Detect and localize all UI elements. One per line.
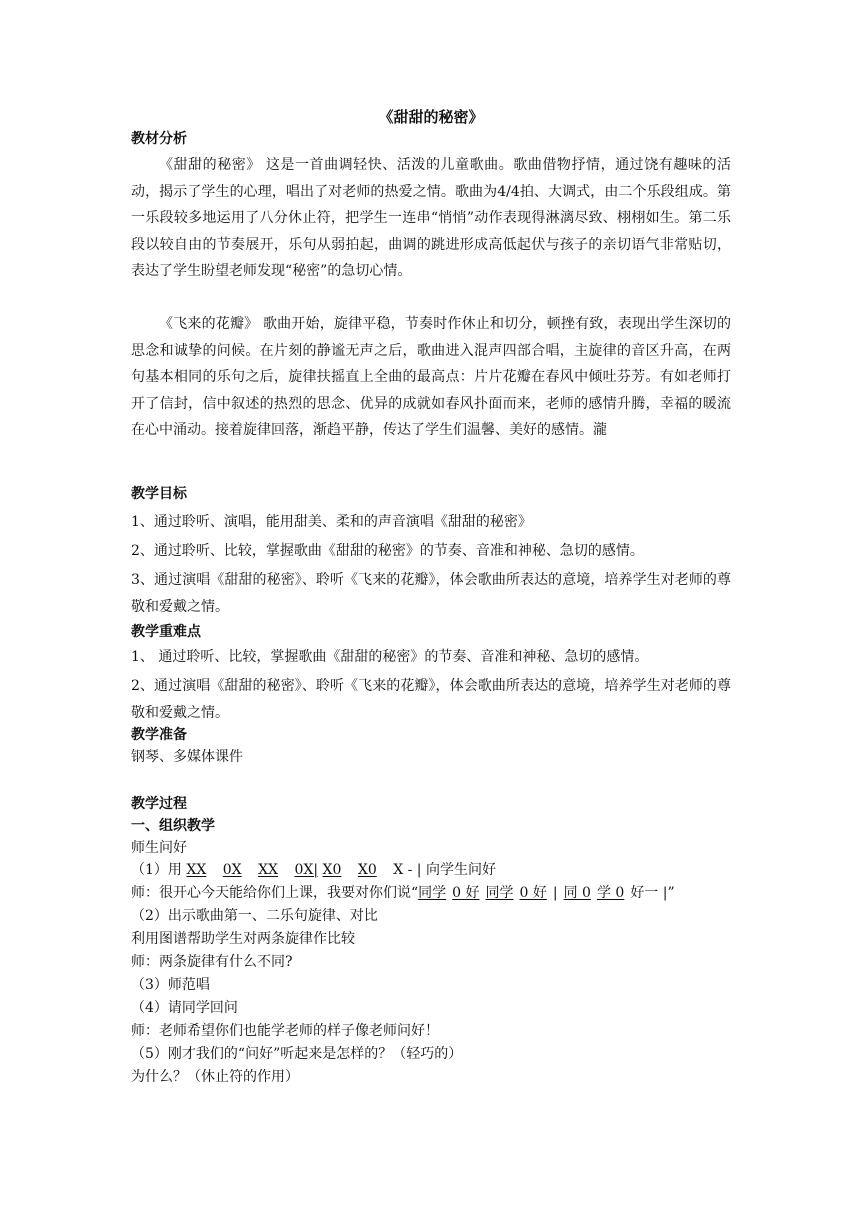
- analysis-paragraph-2: 《飞来的花瓣》 歌曲开始，旋律平稳，节奏时作休止和切分，顿挫有致，表现出学生深切的思念和诚挚的问候。在片刻的静谧无声之后，歌曲进入混声四部合唱，主旋律的音区升高，在两句基本相同的乐句之后，旋律扶摇直上全曲的最高点：片片花瓣在春风中倾吐芬芳。有如老师打开了信封，信中叙述的热烈的思念、优异的成就如春风扑面而来，老师的感情升腾，幸福的暖流在心中涌动。接着旋律回落，渐趋平静，传达了学生们温馨、美好的感情。瀧: [131, 316, 731, 438]
- greet-word-4: 0 好: [519, 885, 547, 901]
- greet-word-2: 0 好: [452, 885, 480, 901]
- greet-word-1: 同学: [418, 885, 447, 901]
- process-line-9: 为什么？（休止符的作用）: [131, 1069, 299, 1085]
- subheading-organize: 一、组织教学: [131, 818, 215, 834]
- greet-word-6: 学 0: [596, 885, 625, 901]
- heading-goals: 教学目标: [131, 486, 187, 502]
- greet-word-3: 同学: [485, 885, 514, 901]
- rhythm-note-4: 0X|: [294, 862, 319, 878]
- process-line-6: （4）请同学回问: [131, 1000, 238, 1016]
- keypoint-item-1: 1、 通过聆听、比较，掌握歌曲《甜甜的秘密》的节奏、音准和神秘、急切的感情。: [131, 649, 649, 665]
- rhythm-note-2: 0X: [222, 862, 242, 878]
- rhythm-note-5: X0: [322, 862, 342, 878]
- greet-suffix: 好一 |”: [630, 885, 675, 901]
- document-title: 《甜甜的秘密》: [378, 108, 484, 126]
- process-line-5: （3）师范唱: [131, 977, 210, 993]
- process-line-greeting: 师生问好: [131, 840, 187, 856]
- greet-word-5: 同 0: [563, 885, 591, 901]
- rhythm-suffix: X - | 向学生问好: [393, 862, 496, 878]
- heading-process: 教学过程: [131, 796, 187, 812]
- heading-analysis: 教材分析: [131, 131, 187, 147]
- heading-keypoints: 教学重难点: [131, 624, 201, 640]
- keypoint-item-2: 2、通过演唱《甜甜的秘密》、聆听《飞来的花瓣》，体会歌曲所表达的意境，培养学生对老师的尊敬和爱戴之情。: [131, 678, 731, 721]
- teacher-greeting-line: [131, 883, 675, 903]
- rhythm-note-1: XX: [186, 862, 207, 878]
- rhythm-line: [131, 860, 496, 880]
- process-line-3: 利用图谱帮助学生对两条旋律作比较: [131, 931, 355, 947]
- goal-item-2: 2、通过聆听、比较，掌握歌曲《甜甜的秘密》的节奏、音准和神秘、急切的感情。: [131, 543, 644, 559]
- analysis-paragraph-1: 《甜甜的秘密》 这是一首曲调轻快、活泼的儿童歌曲。歌曲借物抒情，通过饶有趣味的活动，揭示了学生的心理，唱出了对老师的热爱之情。歌曲为4/4拍、大调式，由二个乐段组成。第一乐段较多地运用了八分休止符，把学生一连串“悄悄”动作表现得淋漓尽致、栩栩如生。第二乐段以较自由的节奏展开，乐句从弱拍起，曲调的跳进形成高低起伏与孩子的亲切语气非常贴切，表达了学生盼望老师发现“秘密”的急切心情。: [131, 157, 731, 279]
- teacher-greeting-prefix: 师：很开心今天能给你们上课，我要对你们说“: [131, 885, 419, 901]
- rhythm-note-6: X0: [357, 862, 377, 878]
- prep-text: 钢琴、多媒体课件: [131, 749, 243, 765]
- process-line-2: （2）出示歌曲第一、二乐句旋律、对比: [131, 908, 378, 924]
- rhythm-prefix: （1）用: [131, 862, 182, 878]
- heading-prep: 教学准备: [131, 727, 187, 743]
- process-line-4: 师：两条旋律有什么不同?: [131, 954, 293, 970]
- goal-item-1: 1、通过聆听、演唱，能用甜美、柔和的声音演唱《甜甜的秘密》: [131, 514, 532, 530]
- process-line-8: （5）刚才我们的“问好”听起来是怎样的？（轻巧的）: [131, 1046, 463, 1062]
- rhythm-note-3: XX: [258, 862, 279, 878]
- goal-item-3: 3、通过演唱《甜甜的秘密》、聆听《飞来的花瓣》，体会歌曲所表达的意境，培养学生对老师的尊敬和爱戴之情。: [131, 572, 731, 615]
- greet-bar: |: [552, 885, 558, 901]
- process-line-7: 师：老师希望你们也能学老师的样子像老师问好！: [131, 1023, 439, 1039]
